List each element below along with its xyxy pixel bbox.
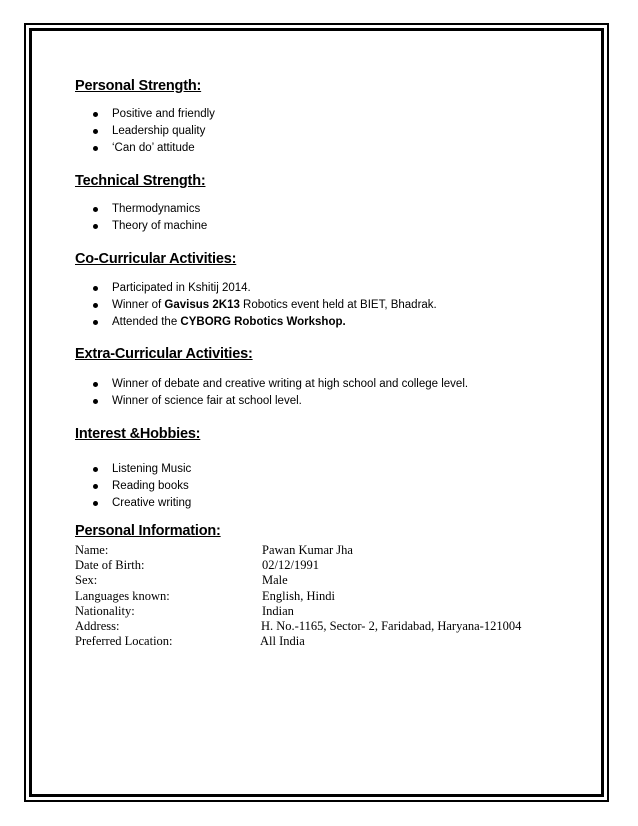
list-item: Reading books <box>93 478 191 495</box>
info-value: All India <box>260 634 305 649</box>
extra-curricular-list <box>93 376 468 410</box>
info-value: Pawan Kumar Jha <box>262 543 353 557</box>
item-text: Winner of <box>112 299 165 311</box>
info-label: Sex: <box>75 573 98 588</box>
info-value: English, Hindi <box>262 588 335 603</box>
list-item: Winner of science fair at school level. <box>93 393 468 410</box>
info-row-dob <box>75 558 575 573</box>
info-label: Nationality: <box>75 603 135 618</box>
list-item: Theory of machine <box>93 218 207 235</box>
info-label: Name: <box>75 543 109 557</box>
event-name: Gavisus 2K13 <box>164 299 240 311</box>
info-row-sex <box>75 573 575 588</box>
technical-strength-heading: Technical Strength: <box>75 173 206 189</box>
technical-strength-list <box>93 201 207 235</box>
list-item: Listening Music <box>93 461 191 478</box>
workshop-name: CYBORG Robotics Workshop. <box>180 316 346 328</box>
info-value: 02/12/1991 <box>262 558 319 573</box>
list-item <box>93 314 437 331</box>
item-text: Attended the <box>112 316 181 328</box>
co-curricular-list <box>93 280 437 331</box>
personal-strength-list <box>93 106 215 157</box>
list-item: Creative writing <box>93 495 191 512</box>
info-row-address <box>75 619 575 634</box>
list-item: Leadership quality <box>93 123 215 140</box>
info-value: Indian <box>262 603 294 618</box>
list-item: Winner of debate and creative writing at high school and college level. <box>93 376 468 393</box>
info-label: Date of Birth: <box>75 558 145 573</box>
interests-list <box>93 461 191 512</box>
info-row-preferred-location <box>75 634 575 649</box>
info-value: Male <box>262 573 288 588</box>
list-item: Positive and friendly <box>93 106 215 123</box>
co-curricular-heading: Co-Curricular Activities: <box>75 251 237 267</box>
interests-heading: Interest &Hobbies: <box>75 426 201 442</box>
personal-strength-heading: Personal Strength: <box>75 78 202 94</box>
list-item: Thermodynamics <box>93 201 207 218</box>
list-item: Participated in Kshitij 2014. <box>93 280 437 297</box>
info-row-nationality <box>75 604 575 619</box>
item-text: Robotics event held at BIET, Bhadrak. <box>239 299 437 311</box>
info-label: Address: <box>75 618 120 633</box>
info-row-name <box>75 543 575 558</box>
list-item <box>93 297 437 314</box>
info-row-languages <box>75 589 575 604</box>
personal-info-heading: Personal Information: <box>75 523 221 539</box>
list-item: ‘Can do’ attitude <box>93 140 215 157</box>
info-label: Languages known: <box>75 588 170 603</box>
info-value: H. No.-1165, Sector- 2, Faridabad, Haryana-121004 <box>261 618 522 633</box>
info-label: Preferred Location: <box>75 634 173 649</box>
personal-info-table <box>75 543 575 649</box>
extra-curricular-heading: Extra-Curricular Activities: <box>75 346 253 362</box>
